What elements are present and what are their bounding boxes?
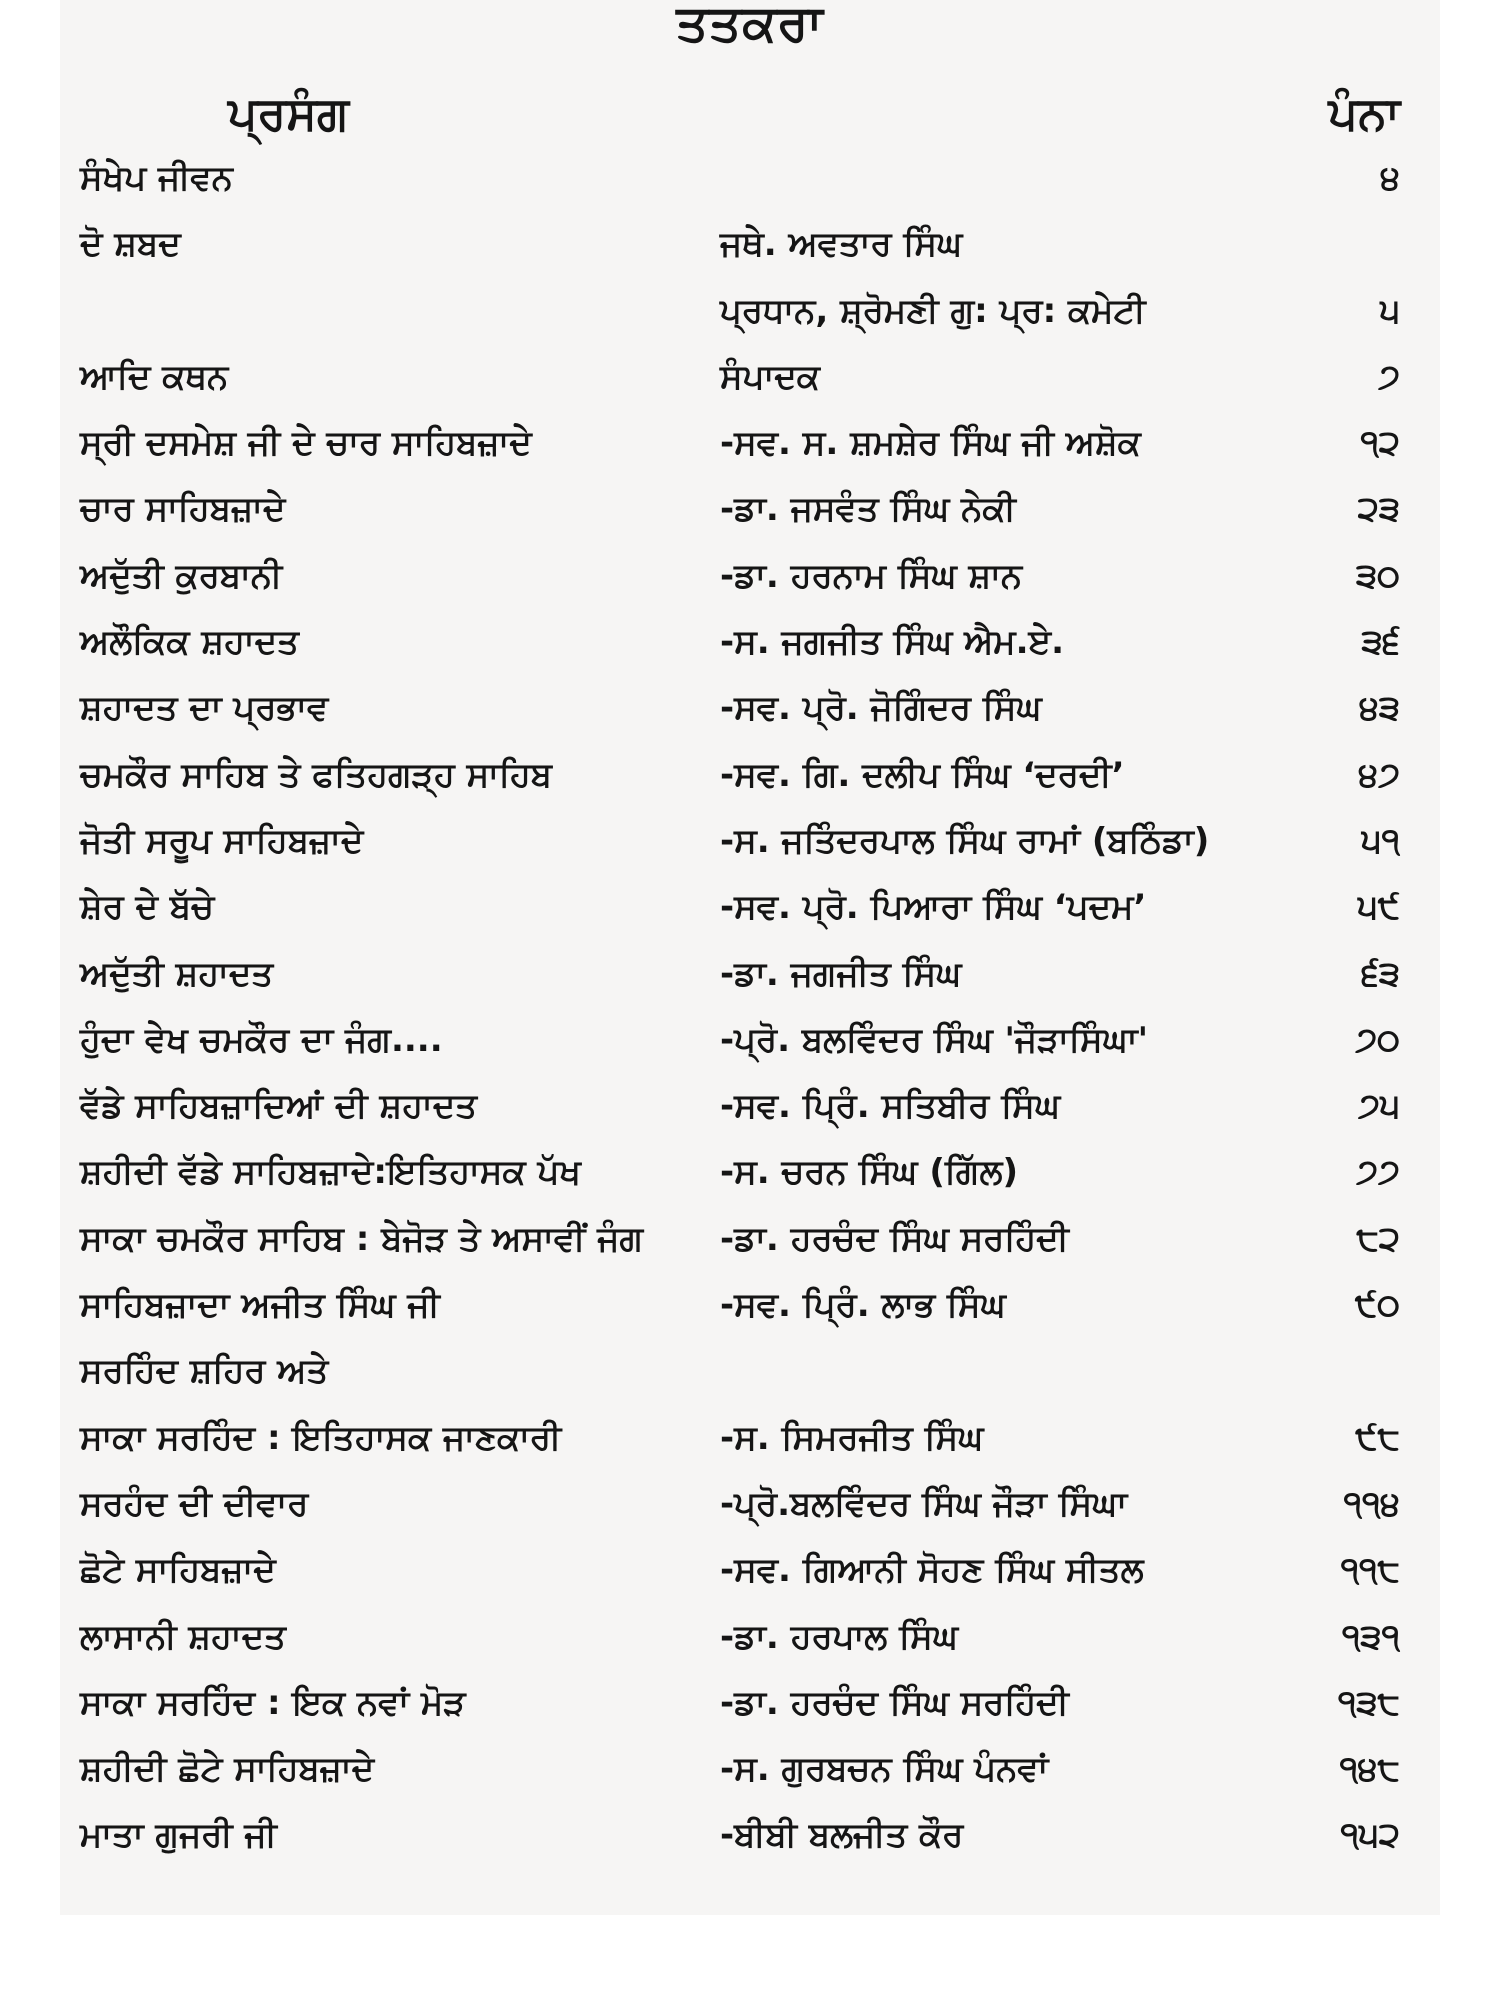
- toc-topic: ਸਾਕਾ ਸਰਹਿੰਦ : ਇਤਿਹਾਸਕ ਜਾਣਕਾਰੀ: [80, 1417, 562, 1458]
- toc-row: [0, 614, 1500, 680]
- toc-topic: ਸ਼ੇਰ ਦੇ ਬੱਚੇ: [80, 887, 215, 928]
- toc-author: -ਸ. ਸਿਮਰਜੀਤ ਸਿੰਘ: [720, 1417, 984, 1458]
- toc-author: -ਡਾ. ਹਰਚੰਦ ਸਿੰਘ ਸਰਹਿੰਦੀ: [720, 1218, 1069, 1259]
- toc-row: [0, 481, 1500, 547]
- toc-row: [0, 1343, 1500, 1409]
- toc-topic: ਸਾਹਿਬਜ਼ਾਦਾ ਅਜੀਤ ਸਿੰਘ ਜੀ: [80, 1285, 440, 1326]
- toc-author: -ਪ੍ਰੋ.ਬਲਵਿੰਦਰ ਸਿੰਘ ਜੌੜਾ ਸਿੰਘਾ: [720, 1483, 1128, 1524]
- toc-author: -ਪ੍ਰੋ. ਬਲਵਿੰਦਰ ਸਿੰਘ 'ਜੌੜਾਸਿੰਘਾ': [720, 1019, 1149, 1060]
- toc-page: ੬੩: [1361, 953, 1400, 994]
- toc-page: ੧੧੮: [1340, 1550, 1400, 1591]
- toc-row: [0, 1741, 1500, 1807]
- toc-page: ੫: [1379, 290, 1400, 331]
- toc-author: -ਸਵ. ਪ੍ਰੋ. ਜੋਗਿੰਦਰ ਸਿੰਘ: [720, 688, 1042, 729]
- toc-topic: ਮਾਤਾ ਗੁਜਰੀ ਜੀ: [80, 1815, 277, 1856]
- toc-page: ੪੭: [1358, 754, 1400, 795]
- toc-topic: ਸਾਕਾ ਸਰਹਿੰਦ : ਇਕ ਨਵਾਂ ਮੋੜ: [80, 1682, 466, 1723]
- toc-page: ੧੪੮: [1339, 1749, 1400, 1790]
- toc-author: -ਬੀਬੀ ਬਲਜੀਤ ਕੌਰ: [720, 1815, 964, 1856]
- toc-author: ਸੰਪਾਦਕ: [720, 356, 820, 397]
- toc-page: ੨੩: [1357, 489, 1400, 530]
- toc-author: -ਡਾ. ਹਰਚੰਦ ਸਿੰਘ ਸਰਹਿੰਦੀ: [720, 1682, 1069, 1723]
- toc-topic: ਜੋਤੀ ਸਰੂਪ ਸਾਹਿਬਜ਼ਾਦੇ: [80, 820, 364, 861]
- toc-page: ੭: [1378, 356, 1400, 397]
- toc-topic: ਅਲੌਕਿਕ ਸ਼ਹਾਦਤ: [80, 622, 299, 663]
- toc-author: -ਸਵ. ਗਿਆਨੀ ਸੋਹਣ ਸਿੰਘ ਸੀਤਲ: [720, 1550, 1144, 1591]
- toc-row: [0, 1211, 1500, 1277]
- toc-row: [0, 1410, 1500, 1476]
- toc-author: -ਸਵ. ਪ੍ਰੋ. ਪਿਆਰਾ ਸਿੰਘ ‘ਪਦਮ’: [720, 887, 1147, 928]
- toc-topic: ਸੰਖੇਪ ਜੀਵਨ: [80, 158, 233, 198]
- toc-row: [0, 879, 1500, 945]
- toc-topic: ਸ਼ਹੀਦੀ ਵੱਡੇ ਸਾਹਿਬਜ਼ਾਦੇ:ਇਤਿਹਾਸਕ ਪੱਖ: [80, 1152, 581, 1193]
- toc-row: [0, 946, 1500, 1012]
- toc-row: [0, 747, 1500, 813]
- toc-topic: ਆਦਿ ਕਥਨ: [80, 356, 229, 397]
- toc-author: -ਸ. ਗੁਰਬਚਨ ਸਿੰਘ ਪੰਨਵਾਂ: [720, 1749, 1049, 1790]
- page-title: ਤਤਕਰਾ: [676, 0, 824, 52]
- toc-author: -ਸਵ. ਸ. ਸ਼ਮਸ਼ੇਰ ਸਿੰਘ ਜੀ ਅਸ਼ੋਕ: [720, 423, 1141, 464]
- toc-topic: ਸਰਹੰਦ ਦੀ ਦੀਵਾਰ: [80, 1483, 309, 1524]
- toc-row: [0, 1277, 1500, 1343]
- toc-topic: ਅਦੁੱਤੀ ਕੁਰਬਾਨੀ: [80, 555, 283, 596]
- toc-topic: ਚਮਕੌਰ ਸਾਹਿਬ ਤੇ ਫਤਿਹਗੜ੍ਹ ਸਾਹਿਬ: [80, 754, 553, 795]
- toc-page: ੧੩੮: [1337, 1682, 1400, 1723]
- toc-row: [0, 1012, 1500, 1078]
- toc-row: [0, 813, 1500, 879]
- toc-topic: ਸ਼ਹਾਦਤ ਦਾ ਪ੍ਰਭਾਵ: [80, 688, 329, 729]
- toc-page: ੪: [1380, 158, 1400, 198]
- topic-column-header: ਪ੍ਰਸੰਗ: [228, 86, 349, 140]
- toc-row: [0, 1078, 1500, 1144]
- toc-page: ੧੫੨: [1340, 1815, 1400, 1856]
- toc-page: ੩੦: [1356, 555, 1400, 596]
- toc-page: ੮੨: [1356, 1218, 1400, 1259]
- toc-row: [0, 150, 1500, 216]
- toc-topic: ਛੋਟੇ ਸਾਹਿਬਜ਼ਾਦੇ: [80, 1550, 276, 1591]
- toc-row: [0, 1675, 1500, 1741]
- toc-topic: ਦੋ ਸ਼ਬਦ: [80, 224, 181, 265]
- toc-author: -ਡਾ. ਜਗਜੀਤ ਸਿੰਘ: [720, 953, 962, 994]
- toc-topic: ਚਾਰ ਸਾਹਿਬਜ਼ਾਦੇ: [80, 489, 286, 530]
- toc-row: [0, 1476, 1500, 1542]
- toc-author: ਪ੍ਰਧਾਨ, ਸ਼੍ਰੋਮਣੀ ਗੁ: ਪ੍ਰ: ਕਮੇਟੀ: [720, 290, 1146, 331]
- toc-row: [0, 415, 1500, 481]
- toc-page: ੩੬: [1361, 622, 1400, 663]
- toc-topic: ਵੱਡੇ ਸਾਹਿਬਜ਼ਾਦਿਆਂ ਦੀ ਸ਼ਹਾਦਤ: [80, 1086, 477, 1127]
- toc-page: ੭੭: [1356, 1152, 1400, 1193]
- toc-author: -ਸ. ਜਗਜੀਤ ਸਿੰਘ ਐਮ.ਏ.: [720, 622, 1065, 663]
- toc-author: -ਡਾ. ਜਸਵੰਤ ਸਿੰਘ ਨੇਕੀ: [720, 489, 1016, 530]
- toc-row: [0, 680, 1500, 746]
- toc-author: -ਸਵ. ਪ੍ਰਿੰ. ਸਤਿਬੀਰ ਸਿੰਘ: [720, 1086, 1061, 1127]
- page-column-header: ਪੰਨਾ: [1328, 86, 1400, 140]
- toc-page: ੧੩੧: [1341, 1616, 1400, 1657]
- toc-row: [0, 216, 1500, 282]
- toc-topic: ਸਾਕਾ ਚਮਕੌਰ ਸਾਹਿਬ : ਬੇਜੋੜ ਤੇ ਅਸਾਵੀਂ ਜੰਗ: [80, 1218, 644, 1259]
- toc-author: -ਸ. ਚਰਨ ਸਿੰਘ (ਗਿੱਲ): [720, 1152, 1018, 1193]
- toc-author: -ਡਾ. ਹਰਨਾਮ ਸਿੰਘ ਸ਼ਾਨ: [720, 555, 1023, 596]
- toc-page: ੧੨: [1360, 423, 1400, 464]
- toc-row: [0, 1144, 1500, 1210]
- toc-page: ੯੮: [1355, 1417, 1400, 1458]
- toc-author: -ਸਵ. ਪ੍ਰਿੰ. ਲਾਭ ਸਿੰਘ: [720, 1285, 1006, 1326]
- toc-page: ੫੯: [1357, 887, 1400, 928]
- toc-page: ੭੫: [1358, 1086, 1400, 1127]
- toc-row: [0, 1807, 1500, 1873]
- toc-topic: ਲਾਸਾਨੀ ਸ਼ਹਾਦਤ: [80, 1616, 286, 1657]
- toc-topic: ਸ੍ਰੀ ਦਸਮੇਸ਼ ਜੀ ਦੇ ਚਾਰ ਸਾਹਿਬਜ਼ਾਦੇ: [80, 423, 532, 464]
- toc-author: ਜਥੇ. ਅਵਤਾਰ ਸਿੰਘ: [720, 224, 963, 265]
- toc-page: ੪੩: [1359, 688, 1400, 729]
- toc-topic: ਹੁੰਦਾ ਵੇਖ ਚਮਕੌਰ ਦਾ ਜੰਗ....: [80, 1019, 443, 1060]
- toc-page: ੯੦: [1354, 1285, 1400, 1326]
- toc-row: [0, 1542, 1500, 1608]
- toc-page: ੭੦: [1355, 1019, 1400, 1060]
- toc-author: -ਡਾ. ਹਰਪਾਲ ਸਿੰਘ: [720, 1616, 959, 1657]
- table-of-contents: [0, 150, 1500, 1874]
- toc-row: [0, 548, 1500, 614]
- toc-topic: ਅਦੁੱਤੀ ਸ਼ਹਾਦਤ: [80, 953, 274, 994]
- toc-topic: ਸਰਹਿੰਦ ਸ਼ਹਿਰ ਅਤੇ: [80, 1351, 329, 1392]
- toc-row: [0, 283, 1500, 349]
- toc-author: -ਸ. ਜਤਿੰਦਰਪਾਲ ਸਿੰਘ ਰਾਮਾਂ (ਬਠਿੰਡਾ): [720, 820, 1210, 861]
- toc-page: ੧੧੪: [1343, 1483, 1400, 1524]
- toc-topic: ਸ਼ਹੀਦੀ ਛੋਟੇ ਸਾਹਿਬਜ਼ਾਦੇ: [80, 1749, 375, 1790]
- toc-row: [0, 349, 1500, 415]
- toc-row: [0, 1609, 1500, 1675]
- toc-page: ੫੧: [1361, 820, 1400, 861]
- toc-author: -ਸਵ. ਗਿ. ਦਲੀਪ ਸਿੰਘ ‘ਦਰਦੀ’: [720, 754, 1125, 795]
